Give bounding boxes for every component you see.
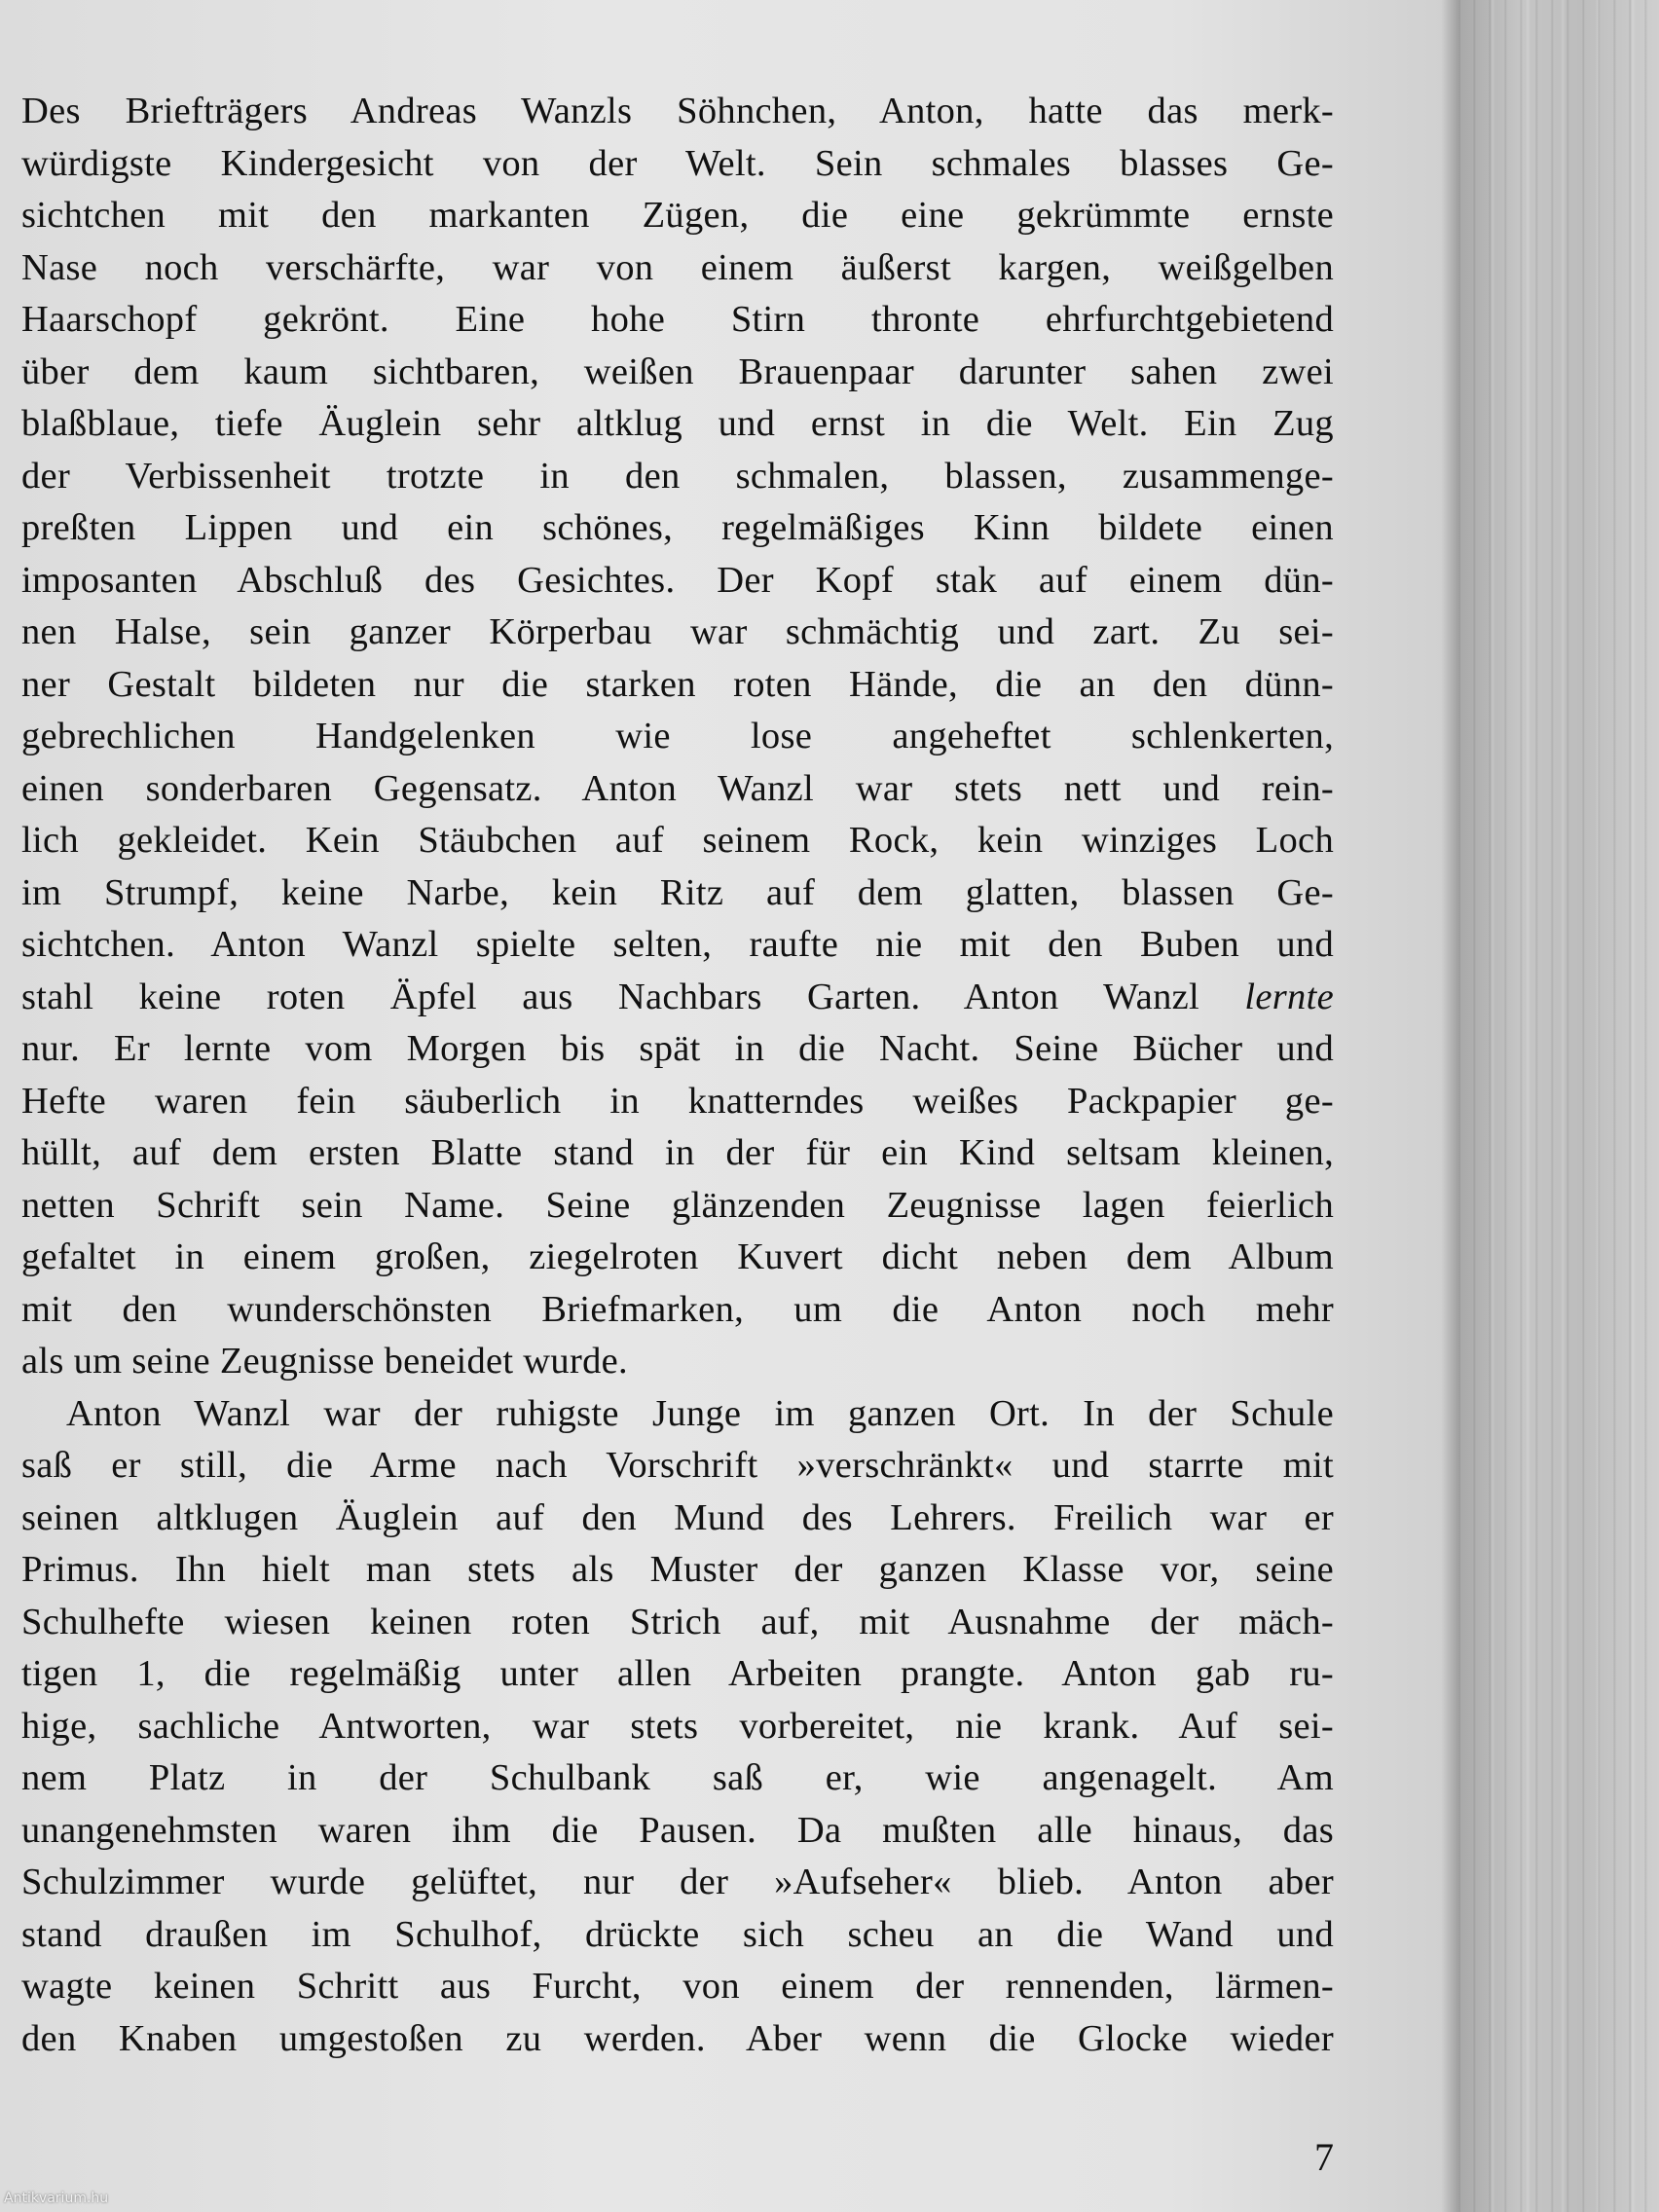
emphasized-word: lernte [1244, 976, 1334, 1017]
text-line: mit den wunderschönsten Briefmarken, um die Anton noch mehr [21, 1288, 1334, 1330]
text-line-with-emphasis [21, 972, 1334, 1024]
text-line: tigen 1, die regelmäßig unter allen Arbeiten prangte. Anton gab ru- [21, 1653, 1334, 1694]
text-line: sichtchen. Anton Wanzl spielte selten, raufte nie mit den Buben und [21, 924, 1334, 965]
text-line: hüllt, auf dem ersten Blatte stand in der für ein Kind seltsam kleinen, [21, 1132, 1334, 1173]
text-line: Anton Wanzl war der ruhigste Junge im ganzen Ort. In der Schule [66, 1392, 1334, 1434]
text-line: würdigste Kindergesicht von der Welt. Sein schmales blasses Ge- [21, 142, 1334, 184]
text-line: gebrechlichen Handgelenken wie lose angeheftet schlenkerten, [21, 716, 1334, 756]
text-block [21, 86, 1334, 2065]
text-line: hige, sachliche Antworten, war stets vorbereitet, nie krank. Auf sei- [21, 1705, 1334, 1747]
text-line: der Verbissenheit trotzte in den schmalen, blassen, zusammenge- [21, 455, 1334, 497]
text-line: den Knaben umgestoßen zu werden. Aber wenn die Glocke wieder [21, 2017, 1334, 2059]
text-line: stand draußen im Schulhof, drückte sich scheu an die Wand und [21, 1913, 1334, 1955]
text-line: über dem kaum sichtbaren, weißen Brauenpaar darunter sahen zwei [21, 350, 1334, 392]
text-line: ner Gestalt bildeten nur die starken roten Hände, die an den dünn- [21, 663, 1334, 705]
text-line: als um seine Zeugnisse beneidet wurde. [21, 1341, 628, 1382]
text-line: nen Halse, sein ganzer Körperbau war schmächtig und zart. Zu sei- [21, 611, 1334, 652]
text-line: saß er still, die Arme nach Vorschrift »verschränkt« und starrte mit [21, 1445, 1334, 1486]
text-line: Des Briefträgers Andreas Wanzls Söhnchen, Anton, hatte das merk- [21, 91, 1334, 131]
text-line: Schulhefte wiesen keinen roten Strich auf, mit Ausnahme der mäch- [21, 1601, 1334, 1642]
page-number: 7 [1314, 2135, 1334, 2179]
text-line: sichtchen mit den markanten Zügen, die eine gekrümmte ernste [21, 195, 1334, 236]
text-line: netten Schrift sein Name. Seine glänzenden Zeugnisse lagen feierlich [21, 1184, 1334, 1226]
text-line: einen sonderbaren Gegensatz. Anton Wanzl war stets nett und rein- [21, 767, 1334, 809]
text-line: lich gekleidet. Kein Stäubchen auf seinem Rock, kein winziges Loch [21, 820, 1334, 861]
text-line: Primus. Ihn hielt man stets als Muster der ganzen Klasse vor, seine [21, 1549, 1334, 1590]
text-line: preßten Lippen und ein schönes, regelmäßiges Kinn bildete einen [21, 507, 1334, 548]
text-line: nur. Er lernte vom Morgen bis spät in die Nacht. Seine Bücher und [21, 1028, 1334, 1069]
wooden-surface-background [1460, 0, 1659, 2212]
text-line: im Strumpf, keine Narbe, kein Ritz auf dem glatten, blassen Ge- [21, 871, 1334, 913]
text-line: Nase noch verschärfte, war von einem äußerst kargen, weißgelben [21, 246, 1334, 288]
text-line: wagte keinen Schritt aus Furcht, von einem der rennenden, lärmen- [21, 1966, 1334, 2007]
page-edge-shadow [1441, 0, 1460, 2212]
text-line: gefaltet in einem großen, ziegelroten Kuvert dicht neben dem Album [21, 1236, 1334, 1277]
watermark-label: Antikvarium.hu [4, 2191, 109, 2206]
text-segment: stahl keine roten Äpfel aus Nachbars Garten. Anton Wanzl [21, 976, 1200, 1017]
text-line: Schulzimmer wurde gelüftet, nur der »Aufseher« blieb. Anton aber [21, 1862, 1334, 1902]
text-line: seinen altklugen Äuglein auf den Mund des Lehrers. Freilich war er [21, 1496, 1334, 1538]
text-line: nem Platz in der Schulbank saß er, wie angenagelt. Am [21, 1757, 1334, 1798]
text-line: unangenehmsten waren ihm die Pausen. Da mußten alle hinaus, das [21, 1809, 1334, 1851]
text-line: blaßblaue, tiefe Äuglein sehr altklug und ernst in die Welt. Ein Zug [21, 403, 1334, 444]
text-line: Hefte waren fein säuberlich in knatterndes weißes Packpapier ge- [21, 1080, 1334, 1122]
text-line: imposanten Abschluß des Gesichtes. Der Kopf stak auf einem dün- [21, 559, 1334, 601]
text-line: Haarschopf gekrönt. Eine hohe Stirn thronte ehrfurchtgebietend [21, 299, 1334, 340]
